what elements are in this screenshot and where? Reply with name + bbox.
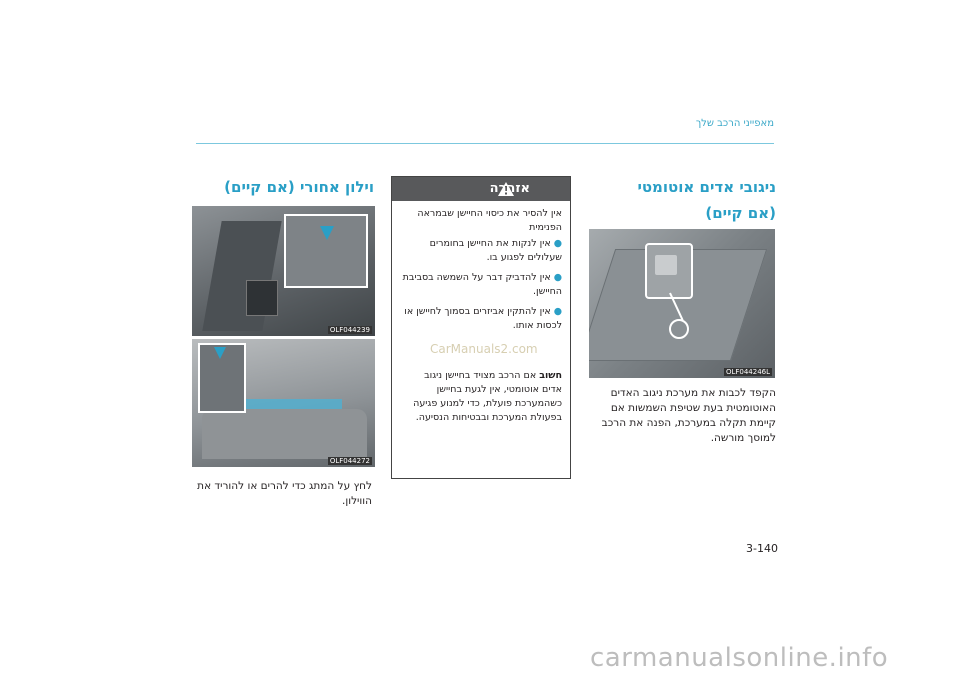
section-title-auto-defog xyxy=(586,174,776,226)
warning-box xyxy=(391,176,571,479)
photo-code: OLF044272 xyxy=(329,457,370,465)
arrow-icon xyxy=(320,226,334,240)
switch-panel xyxy=(246,280,278,316)
rear-seat xyxy=(202,409,367,459)
auto-defog-description: הקפד לכבות את מערכת ניגוב האדים האוטומטית בעת שטיפת השמשות אם קיימת תקלה במערכת, הפנה את הרכב למוסך מורשה. xyxy=(601,387,776,444)
bullet-icon: ● xyxy=(550,306,562,317)
section-title-line1: ניגובי אדים אוטומטי xyxy=(637,178,776,196)
running-header: מאפייני הרכב שלך xyxy=(695,118,774,129)
photo-code: OLF044246L xyxy=(725,368,770,376)
page-number: 3-140 xyxy=(746,542,778,555)
rear-curtain-description: לחץ על המתג כדי להרים או להוריד את הווילון. xyxy=(197,480,372,507)
watermark-bottom: carmanualsonline.info xyxy=(590,643,889,673)
warning-bullet xyxy=(402,237,562,265)
curtain-switch-photo xyxy=(191,205,376,337)
bullet-icon: ● xyxy=(550,272,562,283)
warning-bullet-text: אין להדביק דבר על השמשה בסביבת החיישן. xyxy=(402,272,562,297)
photo-code: OLF044239 xyxy=(329,326,370,334)
header-rule xyxy=(196,143,774,144)
note-text: אם הרכב מצויד בחיישן ניגוב אדים אוטומטי, אין לגעת בחיישן כשהמערכת פועלת, כדי למנוע פגיעה בפעולת המערכת ובבטיחות הנסיעה. xyxy=(413,370,562,423)
warning-title: אזהרה xyxy=(489,181,530,196)
watermark-small: CarManuals2.com xyxy=(430,342,538,356)
section-title-rear-curtain: וילון אחורי (אם קיים) xyxy=(224,178,374,196)
warning-bullet-text: אין לנקות את החיישן בחומרים שעלולים לפגוע בו. xyxy=(429,238,562,263)
defog-sensor-photo xyxy=(588,228,776,379)
bullet-icon: ● xyxy=(550,238,562,249)
warning-bullet xyxy=(402,271,562,299)
warning-header xyxy=(392,177,570,201)
warning-bullet-text: אין להתקין אביזרים בסמוך לחיישן או לכסות אותו. xyxy=(404,306,562,331)
arrow-icon xyxy=(214,347,226,359)
section-title-line2: (אם קיים) xyxy=(705,204,776,222)
rear-curtain-photo xyxy=(191,338,376,468)
warning-intro: אין להסיר את כיסוי החיישן שבמראה הפנימית xyxy=(417,208,562,233)
sensor-callout-circle xyxy=(669,319,689,339)
note-title: חשוב xyxy=(539,370,562,381)
warning-note xyxy=(402,369,562,425)
sensor-unit xyxy=(655,255,677,275)
warning-bullet xyxy=(402,305,562,333)
